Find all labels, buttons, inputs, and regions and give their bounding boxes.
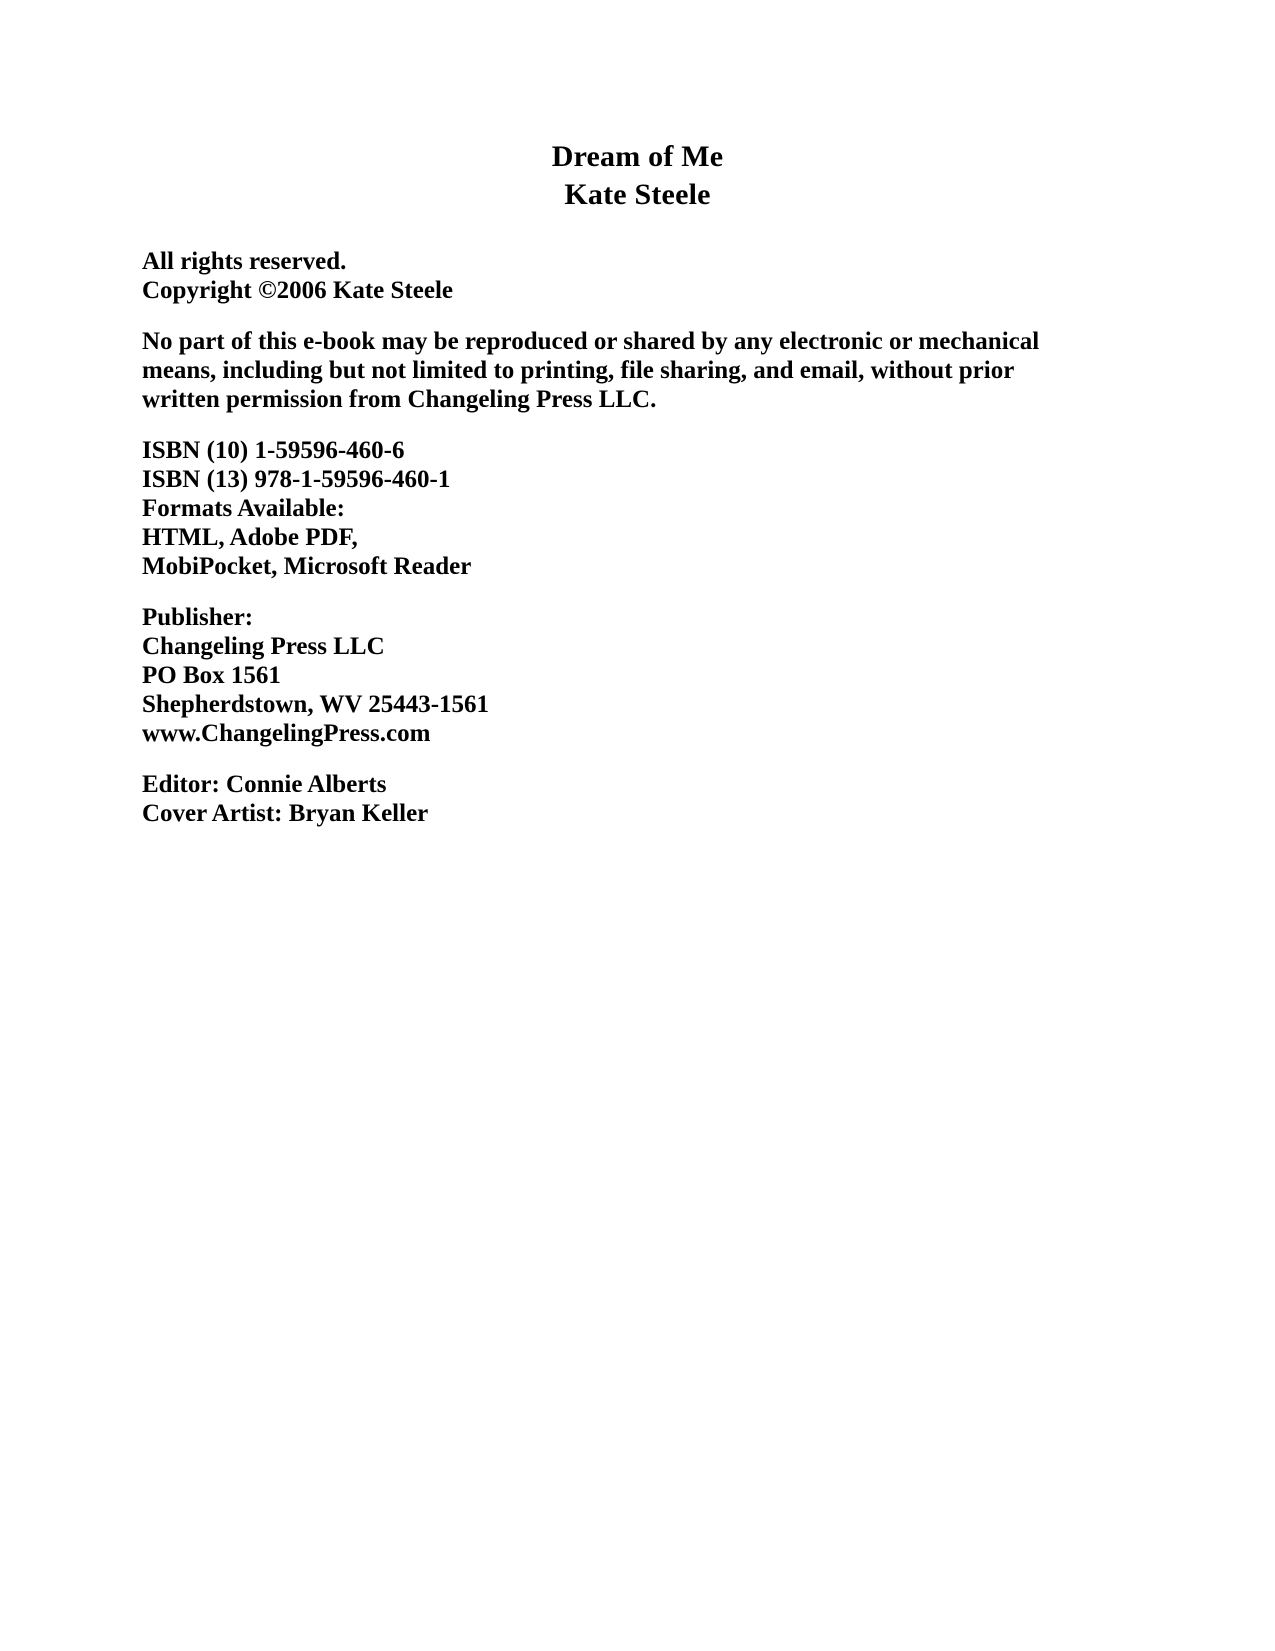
publisher-label: Publisher: [142, 604, 254, 631]
rights-paragraph [142, 247, 1072, 305]
copyright-line: Copyright ©2006 Kate Steele [142, 277, 453, 304]
identifiers-block [142, 436, 1072, 581]
book-title: Dream of Me [551, 140, 724, 173]
reproduction-notice: No part of this e-book may be reproduced or shared by any electronic or mechanical means, including but not limited to printing, file sharing, and email, without prior written permission from Changeling Press LLC. [142, 328, 1040, 413]
formats-line-2: MobiPocket, Microsoft Reader [142, 553, 472, 580]
cover-artist-credit: Cover Artist: Bryan Keller [142, 800, 429, 827]
copyright-body [142, 247, 1072, 850]
book-author: Kate Steele [564, 178, 711, 211]
formats-line-1: HTML, Adobe PDF, [142, 524, 358, 551]
publisher-name: Changeling Press LLC [142, 633, 385, 660]
all-rights-reserved: All rights reserved. [142, 248, 347, 275]
publisher-website: www.ChangelingPress.com [142, 720, 431, 747]
formats-label: Formats Available: [142, 495, 345, 522]
isbn-13: ISBN (13) 978-1-59596-460-1 [142, 466, 451, 493]
credits-block [142, 770, 1072, 828]
title-block [0, 138, 1275, 214]
publisher-po-box: PO Box 1561 [142, 662, 281, 689]
publisher-block [142, 603, 1072, 748]
editor-credit: Editor: Connie Alberts [142, 771, 387, 798]
publisher-city-state-zip: Shepherdstown, WV 25443-1561 [142, 691, 490, 718]
isbn-10: ISBN (10) 1-59596-460-6 [142, 437, 405, 464]
